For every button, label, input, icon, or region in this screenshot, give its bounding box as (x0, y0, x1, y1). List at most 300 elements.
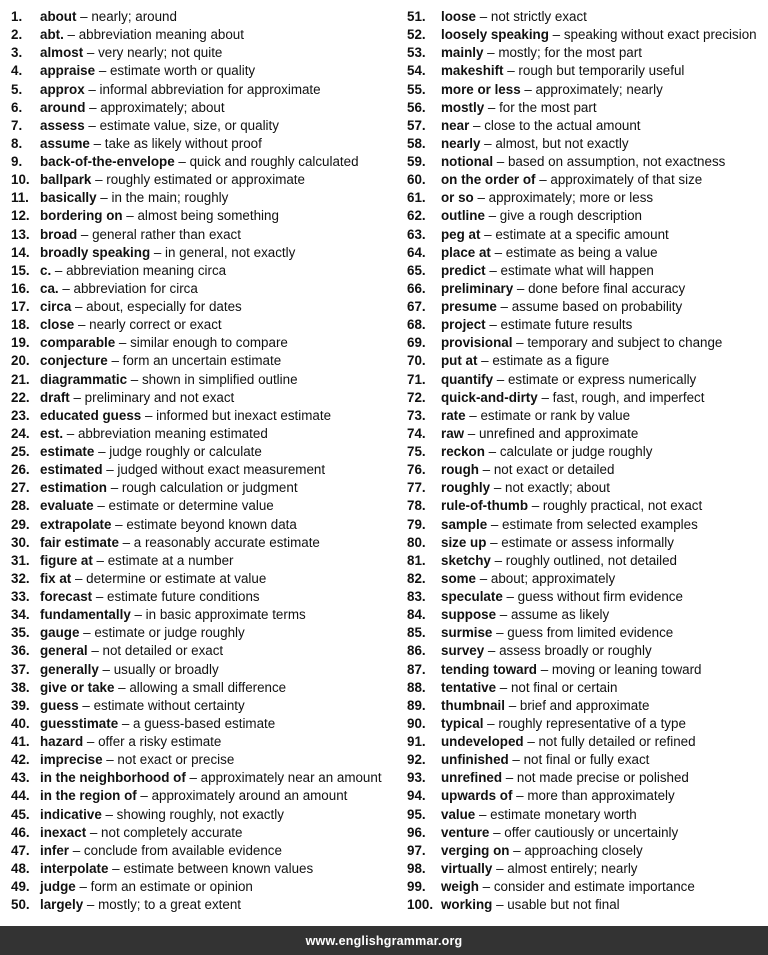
item-separator: – (69, 842, 84, 858)
item-term: c. (40, 262, 52, 278)
list-item (407, 425, 768, 443)
item-separator: – (528, 498, 543, 514)
item-number: 64. (407, 244, 426, 260)
item-text (441, 715, 686, 733)
item-term: tentative (441, 679, 497, 695)
item-number: 56. (407, 99, 426, 115)
item-separator: – (58, 280, 74, 296)
item-definition: assess broadly or roughly (499, 643, 652, 659)
item-number: 27. (11, 480, 30, 496)
item-separator: – (475, 570, 491, 586)
item-term: loosely speaking (441, 27, 549, 43)
list-item (11, 896, 407, 914)
item-text (441, 842, 643, 860)
item-definition: guess without firm evidence (517, 589, 683, 604)
list-item (11, 352, 407, 370)
item-separator: – (523, 734, 539, 749)
item-text (441, 117, 641, 135)
list-item (407, 806, 768, 824)
item-separator: – (98, 661, 114, 677)
item-number: 48. (11, 860, 30, 876)
item-number: 72. (407, 389, 426, 405)
item-term: project (441, 317, 486, 333)
item-definition: offer cautiously or uncertainly (504, 824, 679, 840)
item-separator: – (51, 262, 67, 278)
item-term: sketchy (441, 552, 491, 568)
list-item (407, 62, 768, 80)
item-number: 58. (407, 135, 426, 151)
item-definition: abbreviation meaning estimated (77, 425, 268, 441)
item-term: close (40, 317, 75, 333)
item-number: 92. (407, 752, 426, 768)
item-number: 71. (407, 371, 426, 387)
item-separator: – (480, 135, 496, 151)
item-term: preliminary (441, 280, 514, 296)
item-separator: – (118, 534, 134, 550)
list-item (407, 207, 768, 225)
item-text (441, 642, 652, 660)
item-definition: roughly representative of a type (498, 715, 686, 731)
item-term: extrapolate (40, 516, 112, 532)
list-item (11, 860, 407, 878)
item-number: 7. (11, 117, 23, 133)
item-number: 88. (407, 679, 426, 695)
item-separator: – (490, 552, 506, 568)
list-item (11, 497, 407, 515)
item-separator: – (537, 389, 553, 405)
item-separator: – (509, 842, 525, 858)
item-term: size up (441, 534, 487, 550)
item-text (441, 407, 630, 425)
item-definition: approximately; about (100, 99, 225, 115)
item-separator: – (89, 135, 105, 151)
item-separator: – (130, 607, 146, 623)
item-term: sample (441, 516, 488, 532)
item-term: near (441, 117, 470, 133)
item-text (441, 661, 701, 679)
item-definition: abbreviation meaning circa (66, 262, 227, 278)
list-item (407, 860, 768, 878)
item-term: judge (40, 879, 76, 894)
item-definition: speaking without exact precision (563, 27, 757, 43)
list-item (11, 153, 407, 171)
item-term: ballpark (40, 172, 92, 188)
item-text (40, 334, 288, 352)
item-number: 19. (11, 335, 30, 351)
item-number: 4. (11, 63, 23, 79)
item-number: 68. (407, 317, 426, 333)
item-number: 26. (11, 462, 30, 478)
item-text (441, 479, 610, 497)
item-number: 20. (11, 353, 30, 369)
item-definition: moving or leaning toward (551, 661, 702, 677)
item-number: 50. (11, 897, 30, 913)
item-text (441, 316, 632, 334)
item-term: on the order of (441, 172, 536, 188)
item-term: fair estimate (40, 534, 119, 550)
item-term: rough (441, 462, 479, 478)
item-number: 97. (407, 842, 426, 858)
item-separator: – (93, 498, 109, 514)
item-separator: – (475, 806, 491, 822)
item-term: venture (441, 824, 490, 840)
list-item (407, 552, 768, 570)
list-item (407, 624, 768, 642)
item-term: tending toward (441, 661, 537, 677)
list-item (11, 878, 407, 896)
list-item (407, 842, 768, 860)
item-number: 12. (11, 208, 30, 224)
item-text (40, 715, 275, 733)
item-separator: – (477, 353, 493, 369)
item-number: 28. (11, 498, 30, 514)
item-number: 80. (407, 534, 426, 550)
item-number: 9. (11, 154, 23, 169)
item-text (441, 697, 649, 715)
item-definition: approximately; nearly (535, 81, 663, 97)
item-definition: form an uncertain estimate (122, 353, 282, 369)
item-term: forecast (40, 589, 93, 604)
item-number: 98. (407, 860, 426, 876)
item-number: 94. (407, 788, 426, 804)
list-item (407, 334, 768, 352)
item-separator: – (75, 879, 91, 894)
list-item (11, 280, 407, 298)
item-term: comparable (40, 335, 116, 351)
item-definition: estimate what will happen (500, 262, 654, 278)
item-text (441, 81, 663, 99)
item-number: 93. (407, 770, 426, 786)
item-number: 3. (11, 45, 23, 61)
item-text (441, 751, 649, 769)
item-separator: – (84, 117, 100, 133)
item-separator: – (485, 317, 501, 333)
list-item (407, 244, 768, 262)
item-definition: estimate at a specific amount (495, 226, 669, 242)
right-column (407, 0, 768, 926)
item-separator: – (114, 679, 130, 695)
item-text (441, 153, 725, 171)
item-separator: – (484, 208, 500, 224)
item-text (441, 787, 675, 805)
item-separator: – (136, 788, 152, 804)
item-term: surmise (441, 625, 493, 641)
item-separator: – (493, 371, 508, 387)
item-separator: – (504, 697, 520, 713)
item-text (40, 534, 320, 552)
item-term: raw (441, 425, 465, 441)
list-item (407, 153, 768, 171)
item-separator: – (513, 280, 529, 296)
item-separator: – (512, 335, 528, 351)
item-definition: estimate worth or quality (109, 63, 256, 79)
list-item (407, 8, 768, 26)
item-definition: rough calculation or judgment (121, 480, 298, 496)
item-separator: – (69, 389, 85, 405)
item-separator: – (503, 63, 519, 79)
item-definition: done before final accuracy (528, 280, 686, 296)
item-separator: – (496, 607, 511, 623)
item-separator: – (520, 81, 536, 97)
list-item (11, 552, 407, 570)
list-item (11, 262, 407, 280)
list-item (407, 99, 768, 117)
item-definition: approximately around an amount (151, 788, 348, 804)
item-term: imprecise (40, 752, 103, 768)
item-separator: – (106, 480, 122, 496)
item-text (441, 244, 658, 262)
item-term: undeveloped (441, 734, 524, 749)
item-text (441, 461, 614, 479)
item-definition: estimate between known values (123, 860, 314, 876)
list-item (11, 44, 407, 62)
item-definition: guess from limited evidence (507, 625, 674, 641)
item-text (441, 262, 654, 280)
item-number: 89. (407, 697, 426, 713)
list-item (407, 606, 768, 624)
item-term: draft (40, 389, 70, 405)
item-text (40, 135, 262, 153)
item-term: makeshift (441, 63, 504, 79)
item-definition: a reasonably accurate estimate (133, 534, 320, 550)
item-separator: – (464, 425, 479, 441)
item-text (40, 624, 245, 642)
item-separator: – (478, 879, 494, 894)
item-number: 37. (11, 661, 30, 677)
list-item (407, 352, 768, 370)
item-term: thumbnail (441, 697, 505, 713)
item-text (40, 751, 234, 769)
item-text (40, 479, 298, 497)
item-text (441, 896, 620, 914)
item-term: almost (40, 45, 84, 61)
item-text (40, 733, 221, 751)
item-definition: not exactly; about (505, 480, 610, 496)
list-item (407, 824, 768, 842)
item-number: 54. (407, 63, 426, 79)
item-text (40, 860, 313, 878)
item-number: 53. (407, 45, 426, 61)
list-item (407, 570, 768, 588)
item-definition: estimate or assess informally (501, 534, 674, 550)
item-text (441, 824, 678, 842)
list-item (407, 389, 768, 407)
item-term: assume (40, 135, 90, 151)
list-item (407, 588, 768, 606)
item-number: 62. (407, 208, 426, 224)
item-separator: – (478, 462, 494, 478)
item-separator: – (102, 752, 118, 768)
item-definition: assume as likely (510, 607, 610, 623)
item-text (40, 497, 274, 515)
list-item (407, 280, 768, 298)
item-number: 66. (407, 280, 426, 296)
list-item (11, 842, 407, 860)
item-separator: – (502, 770, 517, 786)
item-definition: estimate or judge roughly (94, 625, 245, 641)
item-number: 55. (407, 81, 426, 97)
item-number: 5. (11, 81, 23, 97)
item-number: 83. (407, 589, 426, 604)
list-item (407, 461, 768, 479)
item-definition: estimate without certainty (93, 697, 245, 713)
item-definition: estimate future conditions (107, 589, 260, 604)
list-item (11, 334, 407, 352)
item-term: suppose (441, 607, 497, 623)
item-text (441, 443, 652, 461)
item-separator: – (91, 172, 107, 188)
item-term: unfinished (441, 752, 509, 768)
item-text (40, 81, 321, 99)
item-number: 31. (11, 552, 30, 568)
item-separator: – (492, 897, 508, 913)
item-term: nearly (441, 135, 481, 151)
list-item (11, 443, 407, 461)
item-term: guesstimate (40, 715, 119, 731)
item-number: 17. (11, 299, 30, 314)
item-term: estimation (40, 480, 107, 496)
list-item (407, 733, 768, 751)
item-separator: – (85, 99, 101, 115)
list-item (11, 135, 407, 153)
item-text (441, 352, 609, 370)
list-item (407, 878, 768, 896)
item-separator: – (107, 353, 123, 369)
item-term: speculate (441, 589, 503, 604)
item-definition: roughly outlined, not detailed (505, 552, 677, 568)
item-number: 34. (11, 607, 30, 623)
item-term: place at (441, 244, 491, 260)
item-separator: – (508, 752, 524, 768)
item-text (441, 334, 722, 352)
item-definition: in basic approximate terms (145, 607, 306, 623)
item-separator: – (502, 589, 518, 604)
item-text (40, 570, 266, 588)
item-text (40, 280, 198, 298)
item-text (40, 461, 325, 479)
list-item (407, 642, 768, 660)
item-separator: – (84, 81, 100, 97)
item-definition: estimate future results (500, 317, 633, 333)
item-text (40, 824, 242, 842)
list-item (11, 479, 407, 497)
item-definition: assume based on probability (511, 299, 683, 314)
item-definition: almost, but not exactly (495, 135, 629, 151)
item-definition: not final or certain (510, 679, 618, 695)
item-number: 69. (407, 335, 426, 351)
item-term: peg at (441, 226, 481, 242)
item-separator: – (493, 154, 508, 169)
list-item (407, 135, 768, 153)
list-item (11, 624, 407, 642)
item-definition: estimate from selected examples (502, 516, 698, 532)
item-term: appraise (40, 63, 96, 79)
item-separator: – (96, 190, 112, 206)
item-text (40, 407, 331, 425)
item-number: 25. (11, 444, 30, 459)
item-text (441, 733, 696, 751)
item-separator: – (465, 407, 481, 423)
item-text (40, 661, 219, 679)
item-separator: – (77, 226, 93, 242)
item-definition: usable but not final (507, 897, 620, 913)
item-separator: – (115, 335, 131, 351)
item-text (441, 44, 642, 62)
item-separator: – (127, 371, 142, 387)
list-item (407, 298, 768, 316)
item-definition: approximately of that size (550, 172, 703, 188)
item-separator: – (487, 516, 503, 532)
list-item (11, 226, 407, 244)
item-separator: – (548, 27, 564, 43)
item-number: 1. (11, 9, 23, 24)
item-separator: – (108, 860, 124, 876)
item-text (441, 171, 702, 189)
item-definition: judged without exact measurement (117, 462, 326, 478)
item-separator: – (512, 788, 528, 804)
item-term: rule-of-thumb (441, 498, 529, 514)
item-definition: consider and estimate importance (493, 879, 695, 894)
item-term: back-of-the-envelope (40, 154, 175, 169)
item-definition: preliminary and not exact (84, 389, 235, 405)
item-definition: for the most part (499, 99, 597, 115)
item-number: 96. (407, 824, 426, 840)
item-text (441, 280, 685, 298)
item-separator: – (83, 734, 99, 749)
item-separator: – (79, 625, 95, 641)
item-term: conjecture (40, 353, 108, 369)
list-item (11, 751, 407, 769)
item-number: 52. (407, 27, 426, 43)
list-item (407, 497, 768, 515)
item-term: evaluate (40, 498, 94, 514)
item-number: 75. (407, 444, 426, 459)
item-term: rate (441, 407, 466, 423)
item-number: 65. (407, 262, 426, 278)
item-number: 95. (407, 806, 426, 822)
item-definition: determine or estimate at value (86, 570, 267, 586)
item-text (40, 44, 222, 62)
item-text (441, 497, 702, 515)
item-text (40, 207, 279, 225)
item-number: 40. (11, 715, 30, 731)
item-term: bordering on (40, 208, 123, 224)
item-term: about (40, 9, 77, 24)
list-item (407, 189, 768, 207)
item-number: 16. (11, 280, 30, 296)
item-definition: offer a risky estimate (98, 734, 222, 749)
item-text (441, 624, 673, 642)
item-text (441, 135, 629, 153)
item-definition: unrefined and approximate (478, 425, 639, 441)
item-text (40, 8, 177, 26)
item-term: working (441, 897, 493, 913)
item-text (40, 26, 244, 44)
item-definition: informed but inexact estimate (156, 407, 332, 423)
item-text (441, 516, 698, 534)
item-text (40, 588, 260, 606)
item-text (441, 425, 638, 443)
item-term: broad (40, 226, 78, 242)
item-definition: very nearly; not quite (98, 45, 223, 61)
item-term: generally (40, 661, 99, 677)
item-text (40, 787, 347, 805)
item-definition: approximately near an amount (200, 770, 382, 786)
item-number: 84. (407, 607, 426, 623)
item-definition: conclude from available evidence (83, 842, 282, 858)
item-text (40, 262, 226, 280)
item-definition: based on assumption, not exactness (507, 154, 726, 169)
